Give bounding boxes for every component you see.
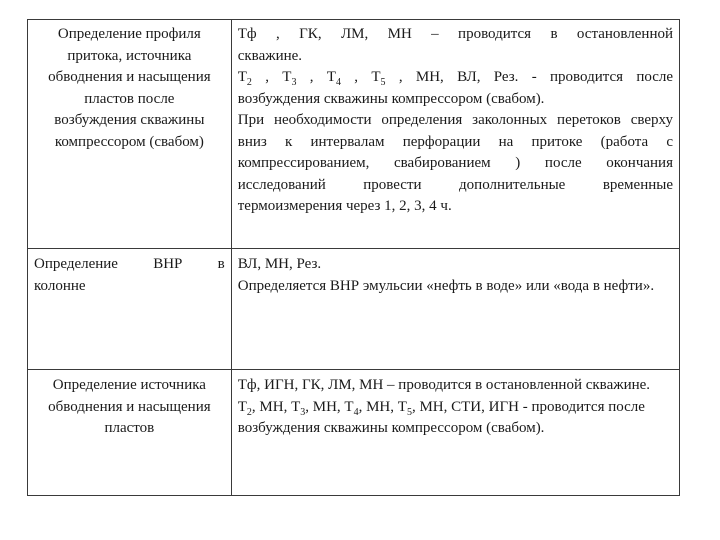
- table-row: [28, 249, 680, 370]
- subscript: 5: [406, 406, 412, 418]
- task-cell-profile: [28, 20, 232, 249]
- task-line: возбуждения скважины: [54, 112, 205, 128]
- t-symbol: Т: [326, 69, 336, 85]
- methods-line: ВЛ, МН, Рез.: [237, 256, 322, 272]
- methods-paragraph: Тф, ИГН, ГК, ЛМ, МН – проводится в остановленной скважине.: [237, 377, 651, 393]
- task-cell-vnr: [28, 249, 232, 370]
- task-line: Определение ВНР в: [34, 256, 225, 272]
- task-line: обводнения и насыщения: [48, 69, 211, 85]
- methods-table: [27, 19, 680, 496]
- methods-text: , МН,: [251, 398, 292, 415]
- subscript: 2: [246, 77, 252, 88]
- subscript: 3: [291, 77, 297, 88]
- t-symbol: Т: [237, 398, 247, 415]
- task-line: Определение профиля: [57, 26, 201, 42]
- t-symbol: Т: [344, 398, 354, 415]
- subscript: 2: [246, 406, 252, 418]
- methods-cell-source: [231, 370, 679, 496]
- t-symbol: Т: [237, 69, 247, 85]
- t-symbol: Т: [291, 398, 301, 415]
- task-line: обводнения и насыщения: [48, 398, 211, 415]
- methods-line: возбуждения скважины компрессором (свабом).: [237, 90, 545, 107]
- methods-paragraph: При необходимости определения заколонных перетоков сверху вниз к интервалам перфорации на притоке (работа с компрессированием, свабированием ) после окончания исследований провести дополнительные временные термоизмерения через 1, 2, 3, 4 ч.: [237, 112, 673, 214]
- task-line: пластов после: [84, 90, 175, 107]
- task-line: пластов: [104, 420, 155, 436]
- subscript: 5: [380, 77, 386, 88]
- methods-paragraph: Определяется ВНР эмульсии «нефть в воде» или «вода в нефти».: [237, 277, 655, 294]
- methods-line: Тф , ГК, ЛМ, МН – проводится в остановленной: [237, 26, 673, 42]
- methods-line: скважине.: [237, 47, 303, 64]
- methods-line-temps: [238, 397, 673, 440]
- methods-text: , МН,: [358, 398, 398, 415]
- methods-text: , МН, СТИ, ИГН - проводится после возбуждения скважины компрессором (свабом).: [237, 398, 645, 436]
- table-row: [28, 370, 680, 496]
- subscript: 4: [353, 406, 359, 418]
- task-line: компрессором (свабом): [54, 133, 204, 150]
- subscript: 4: [335, 77, 341, 88]
- methods-cell-vnr: [231, 249, 679, 370]
- task-line: Определение источника: [52, 377, 206, 393]
- methods-text: , МН, ВЛ, Рез. - проводится после: [398, 69, 674, 85]
- methods-cell-profile: [231, 20, 679, 249]
- task-cell-source: [28, 370, 232, 496]
- methods-line-temps: $Т_2$ , $Т_3$ , $Т_4$ , $Т_5$ , МН, ВЛ, Рез. - проводится после: [237, 69, 674, 88]
- t-symbol: Т: [397, 398, 407, 415]
- table-row: [28, 20, 680, 249]
- t-symbol: Т: [282, 69, 292, 85]
- subscript: 3: [300, 406, 306, 418]
- task-line: притока, источника: [67, 47, 192, 64]
- methods-text: , МН,: [305, 398, 345, 415]
- task-line: колонне: [34, 277, 86, 294]
- t-symbol: Т: [371, 69, 381, 85]
